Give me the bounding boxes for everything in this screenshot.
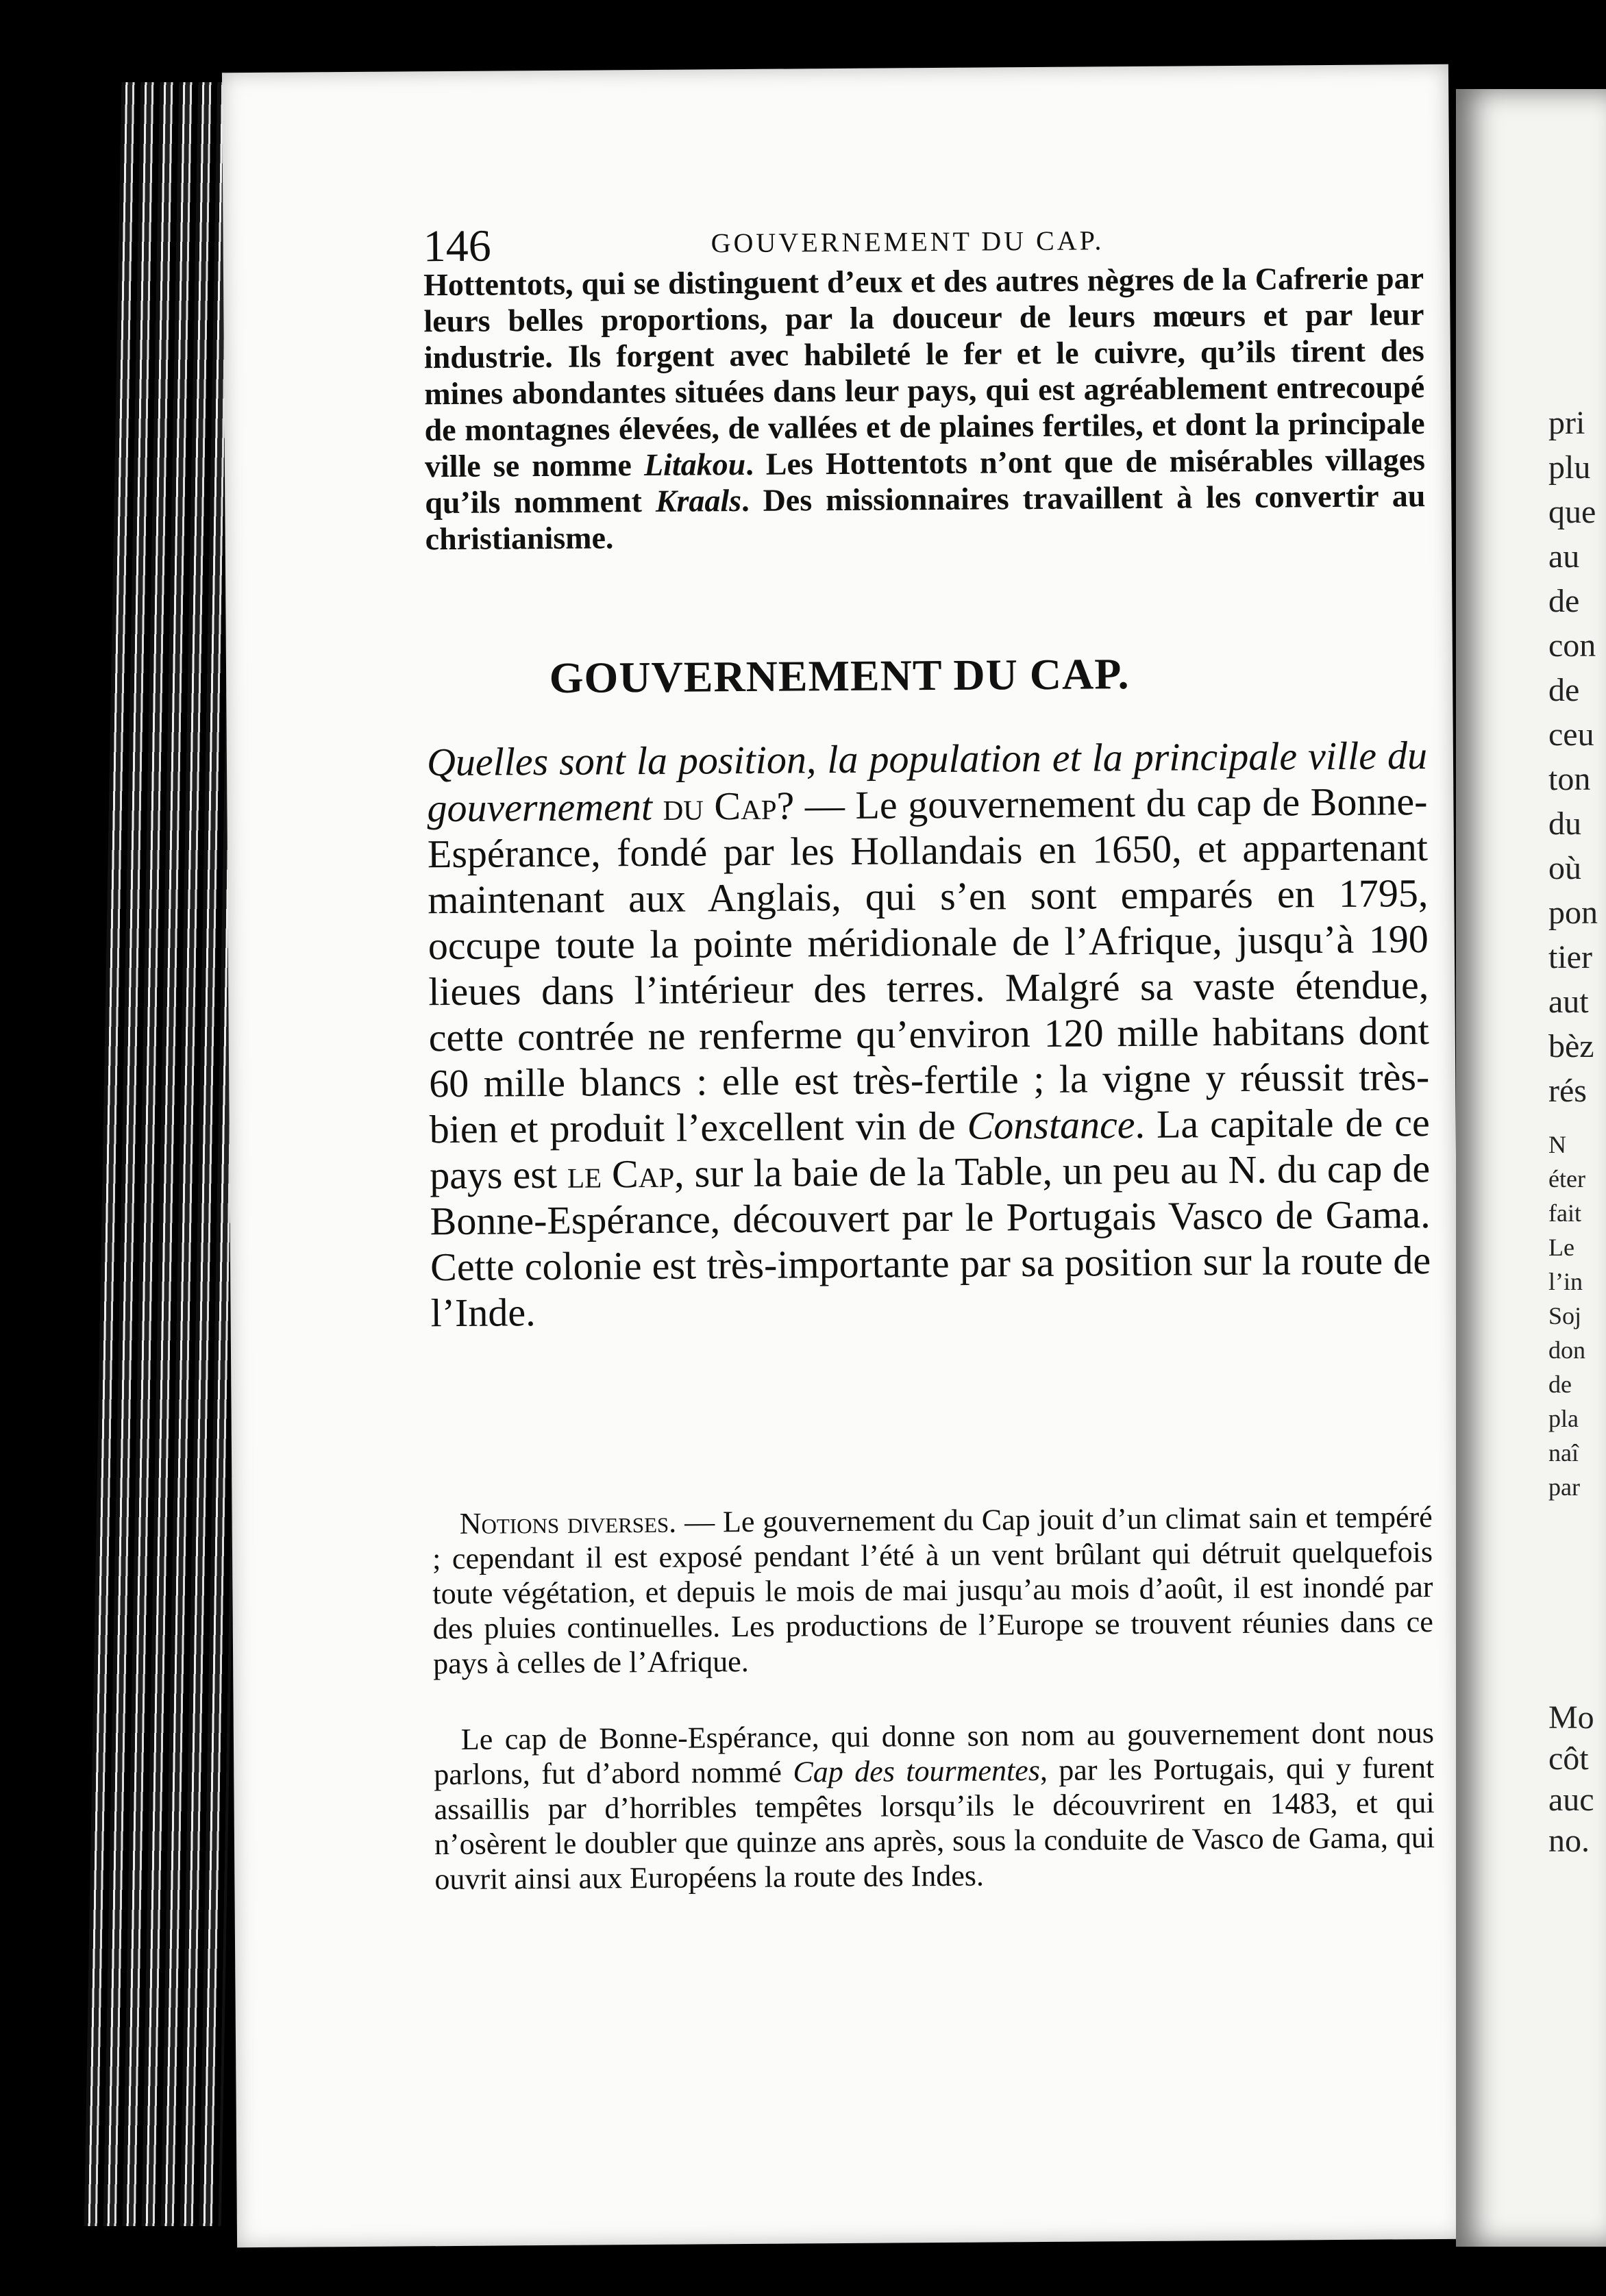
facing-page-fragment: pon bbox=[1548, 895, 1598, 931]
running-title: GOUVERNEMENT DU CAP. bbox=[711, 225, 1104, 259]
facing-page-fragment: pla bbox=[1548, 1405, 1579, 1432]
facing-page-fragment: Soj bbox=[1548, 1302, 1582, 1330]
facing-page-fragment: Mo bbox=[1548, 1699, 1594, 1736]
page-number: 146 bbox=[423, 221, 491, 272]
capital-name: le Cap bbox=[567, 1151, 675, 1197]
villages-name: Kraals bbox=[655, 483, 742, 519]
facing-page-fragment: éter bbox=[1548, 1165, 1585, 1193]
facing-page-edge bbox=[1456, 89, 1606, 2247]
facing-page-fragment: no. bbox=[1548, 1823, 1590, 1859]
facing-page-fragment: au bbox=[1548, 538, 1580, 575]
notes-paragraph: Notions diverses. — Le gouvernement du Cap jouit d’un climat sain et tempéré ; cependant il est exposé pendant l’été à un vent brûlant qui détruit quelquefois toute végétation, et depuis le mois de mai jusqu’au mois d’août, il est inondé par des pluies continuelles. Les productions de l’Europe se trouvent réunies dans ce pays à celles de l’Afrique. bbox=[432, 1500, 1433, 1681]
facing-page-fragment: de bbox=[1548, 672, 1580, 708]
notes-label: Notions diverses. bbox=[459, 1505, 677, 1540]
facing-page-fragment: don bbox=[1548, 1336, 1585, 1364]
facing-page-fragment: N bbox=[1548, 1131, 1566, 1158]
facing-page-fragment: côt bbox=[1548, 1740, 1589, 1777]
facing-page-fragment: Le bbox=[1548, 1234, 1574, 1261]
facing-page-fragment: de bbox=[1548, 1371, 1572, 1398]
section-heading: GOUVERNEMENT DU CAP. bbox=[549, 649, 1130, 702]
intro-paragraph: Hottentots, qui se distinguent d’eux et des autres nègres de la Cafrerie par leurs belles proportions, par la douceur de leurs mœurs et par leur industrie. Ils forgent avec habileté le fer et le cuivre, qu’ils tirent des mines abondantes situées dans leur pays, qui est agréablement entrecoupé de montagnes élevées, de vallées et de plaines fertiles, et dont la principale ville se nomme Litakou. Les Hottentots n’ont que de misérables villages qu’ils nomment Kraals. Des missionnaires travaillent à les convertir au christianisme. bbox=[423, 260, 1426, 557]
facing-page-fragment: naî bbox=[1548, 1439, 1579, 1467]
facing-page-fragment: rés bbox=[1548, 1073, 1587, 1109]
facing-page-fragment: auc bbox=[1548, 1782, 1594, 1818]
question: Quelles sont la position, la population et la principale ville du gouvernement bbox=[426, 733, 1428, 831]
facing-page-fragment: que bbox=[1548, 494, 1596, 530]
facing-page-fragment: fait bbox=[1548, 1199, 1581, 1227]
cape-name-paragraph: Le cap de Bonne-Espérance, qui donne son nom au gouvernement dont nous parlons, fut d’abord nommé Cap des tourmentes, par les Portugais, qui y furent assaillis par d’horribles tempêtes lorsqu’ils le découvrirent en 1483, et qui n’osèrent le doubler que quinze ans après, sous la conduite de Vasco de Gama, qui ouvrit ainsi aux Européens la route des Indes. bbox=[434, 1715, 1435, 1897]
facing-page-fragment: ceu bbox=[1548, 716, 1594, 753]
facing-page-fragment: plu bbox=[1548, 449, 1591, 486]
book-page bbox=[222, 64, 1463, 2247]
facing-page-fragment: par bbox=[1548, 1473, 1580, 1501]
facing-page-fragment: tier bbox=[1548, 939, 1592, 975]
facing-page-fragment: aut bbox=[1548, 984, 1589, 1020]
wine-name: Constance bbox=[967, 1102, 1135, 1148]
facing-page-fragment: pri bbox=[1548, 405, 1585, 441]
facing-page-fragment: de bbox=[1548, 583, 1580, 619]
question-answer-paragraph: Quelles sont la position, la population et la principale ville du gouvernement du Cap? — Le gouvernement du cap de Bonne-Espérance, fondé par les Hollandais en 1650, et appartenant maintenant aux Anglais, qui s’en sont emparés en 1795, occupe toute la pointe méridionale de l’Afrique, jusqu’à 190 lieues dans l’intérieur des terres. Malgré sa vaste étendue, cette contrée ne renferme qu’environ 120 mille habitans dont 60 mille blancs : elle est très-fertile ; la vigne y réussit très-bien et produit l’excellent vin de Constance. La capitale de ce pays est le Cap, sur la baie de la Table, un peu au N. du cap de Bonne-Espérance, découvert par le Portugais Vasco de Gama. Cette colonie est très-importante par sa position sur la route de l’Inde. bbox=[426, 733, 1431, 1336]
facing-page-fragment: bèz bbox=[1548, 1028, 1594, 1064]
facing-page-fragment: ton bbox=[1548, 761, 1591, 797]
facing-page-fragment: où bbox=[1548, 850, 1581, 886]
facing-page-fragment: con bbox=[1548, 627, 1596, 664]
facing-page-fragment: l’in bbox=[1548, 1268, 1583, 1295]
city-name: Litakou bbox=[643, 446, 746, 482]
facing-page-fragment: du bbox=[1548, 806, 1581, 842]
